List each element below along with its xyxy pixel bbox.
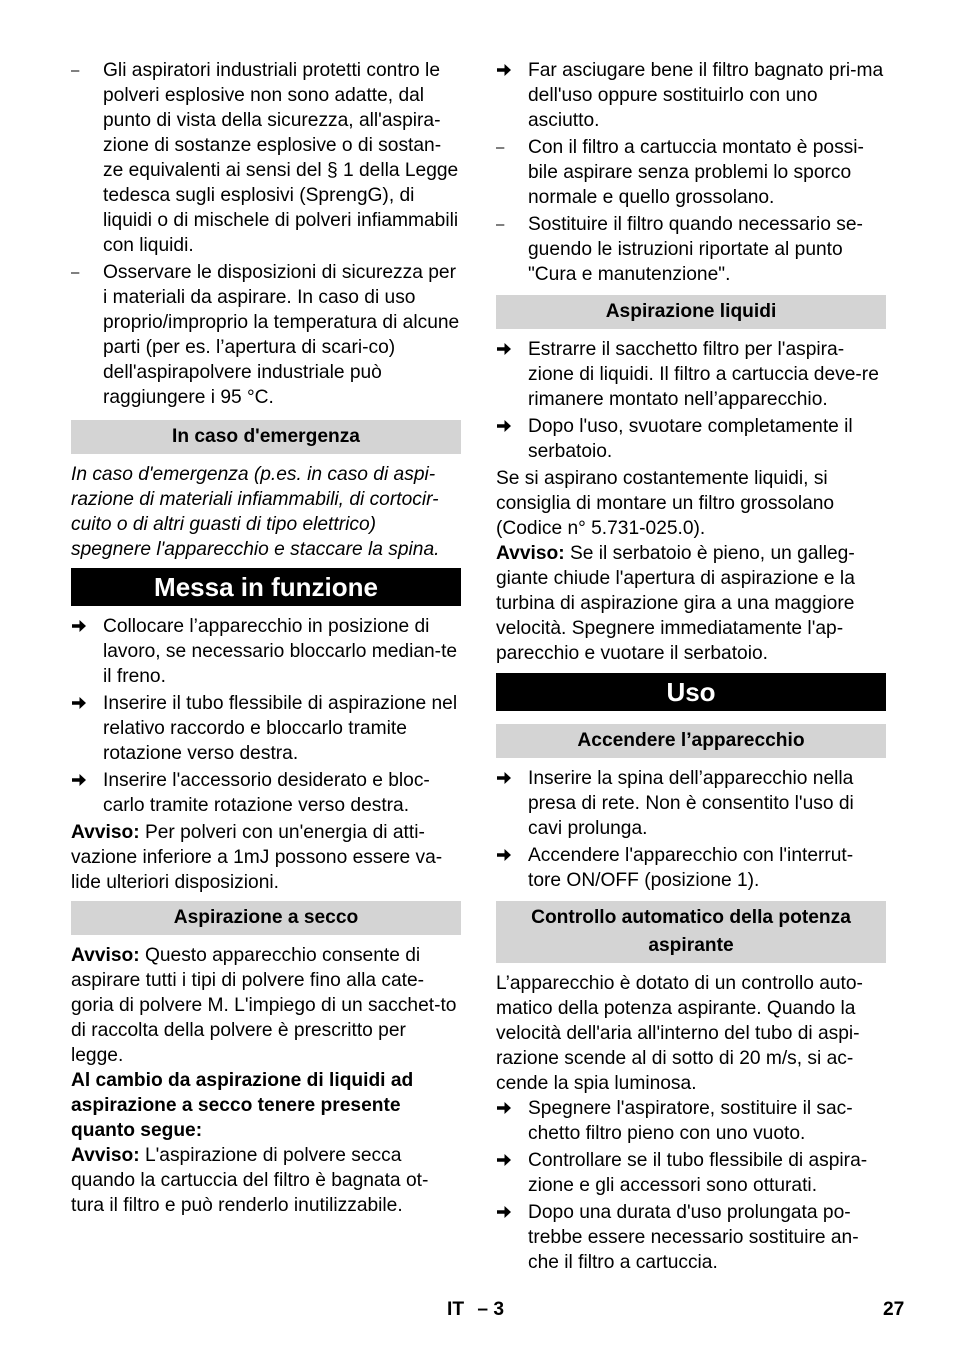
emergency-text: In caso d'emergenza (p.es. in caso di aspi-razione di materiali infiammabili, di cortocir-cuito o di altri guasti di tipo elettrico) spegnere l'apparecchio e staccare la spina.: [71, 464, 440, 560]
list-item: [496, 1096, 886, 1146]
section-heading-liquid: Aspirazione liquidi: [496, 295, 886, 329]
arrow-right-icon: [496, 843, 518, 868]
list-item: [496, 135, 886, 210]
footer-section-page: – 3: [477, 1299, 505, 1320]
list-item: [496, 58, 886, 133]
arrow-right-icon: [496, 414, 518, 439]
list-item: [496, 414, 886, 464]
section-heading-emergency: In caso d'emergenza: [71, 420, 461, 454]
arrow-right-icon: [496, 58, 518, 83]
list-item-text: Osservare le disposizioni di sicurezza per i materiali da aspirare. In caso di uso proprio/improprio la temperatura di alcune parti (per es. l’apertura di scari-co) dell'aspirapolvere industriale può raggiungere i 95 °C.: [103, 262, 460, 408]
list-item: [71, 691, 461, 766]
list-item-text: Spegnere l'aspiratore, sostituire il sac-chetto filtro pieno con uno vuoto.: [528, 1098, 853, 1144]
list-item: [496, 843, 886, 893]
list-item-text: Estrarre il sacchetto filtro per l'aspira-zione di liquidi. Il filtro a cartuccia deve-re rimanere montato nell’apparecchio.: [528, 339, 879, 410]
arrow-right-icon: [496, 1148, 518, 1173]
arrow-right-icon: [496, 1096, 518, 1121]
startup-note: [71, 820, 461, 895]
note-text: Se il serbatoio è pieno, un galleg-giante chiude l'apertura di aspirazione e la turbina di aspirazione gira a una maggiore velocità. Spegnere immediatamente l'ap-parecchio e vuotare il serbatoio.: [496, 543, 855, 664]
note-label: Avviso:: [71, 945, 140, 966]
list-item-text: Con il filtro a cartuccia montato è possi-bile aspirare senza problemi lo sporco normale e quello grossolano.: [528, 137, 864, 208]
liquid-note: [496, 541, 886, 666]
list-item-text: Controllare se il tubo flessibile di aspira-zione e gli accessori sono otturati.: [528, 1150, 868, 1196]
note-text: Questo apparecchio consente di aspirare tutti i tipi di polvere fino alla cate-goria di polvere M. L'impiego di un sacchet-to di raccolta della polvere è prescritto per legge.: [71, 945, 457, 1066]
list-item: [496, 212, 886, 287]
footer-section-label: [447, 1297, 504, 1322]
list-item: [71, 768, 461, 818]
arrow-right-icon: [496, 766, 518, 791]
list-item-text: Accendere l'apparecchio con l'interrut-tore ON/OFF (posizione 1).: [528, 845, 854, 891]
arrow-right-icon: [496, 337, 518, 362]
arrow-right-icon: [496, 1200, 518, 1225]
list-item-text: Collocare l’apparecchio in posizione di lavoro, se necessario bloccarlo median-te il freno.: [103, 616, 458, 687]
list-item-text: Dopo l'uso, svuotare completamente il serbatoio.: [528, 416, 853, 462]
section-heading-dry: Aspirazione a secco: [71, 901, 461, 935]
list-item: [71, 260, 461, 410]
right-column: [496, 58, 886, 1275]
list-item: [71, 58, 461, 258]
list-item: [496, 1148, 886, 1198]
list-item: [496, 766, 886, 841]
list-item-text: Inserire il tubo flessibile di aspirazione nel relativo raccordo e bloccarlo tramite rotazione verso destra.: [103, 693, 458, 764]
dash-marker: –: [496, 216, 505, 233]
section-heading-auto-control: Controllo automatico della potenza aspirante: [496, 901, 886, 963]
note-label: Avviso:: [496, 543, 565, 564]
list-item: [496, 1200, 886, 1275]
section-heading-switch-on: Accendere l’apparecchio: [496, 724, 886, 758]
list-item-text: Gli aspiratori industriali protetti contro le polveri esplosive non sono adatte, dal punto di vista della sicurezza, all'aspira-zione di sostanze esplosive o di sostan-ze equivalenti ai sensi del § 1 della Legge tedesca sugli esplosivi (SprengG), di liquidi o di mischele di polveri infiammabili con liquidi.: [103, 60, 459, 256]
list-item-text: Far asciugare bene il filtro bagnato pri-ma dell'uso oppure sostituirlo con uno asciutto.: [528, 60, 884, 131]
dry-bold-text: Al cambio da aspirazione di liquidi ad aspirazione a secco tenere presente quanto segue:: [71, 1070, 414, 1141]
arrow-right-icon: [71, 614, 93, 639]
dash-marker: –: [496, 139, 505, 156]
auto-control-text: L’apparecchio è dotato di un controllo auto-matico della potenza aspirante. Quando la velocità dell'aria all'interno del tubo di aspi-razione scende al di sotto di 20 m/s, si ac-cende la spia luminosa.: [496, 973, 863, 1094]
liquid-text: Se si aspirano costantemente liquidi, si consiglia di montare un filtro grossolano (Codice n° 5.731-025.0).: [496, 468, 835, 539]
list-item-text: Dopo una durata d'uso prolungata po-trebbe essere necessario sostituire an-che il filtro a cartuccia.: [528, 1202, 859, 1273]
list-item: [496, 337, 886, 412]
dash-marker: –: [71, 264, 80, 281]
note-text: Per polveri con un'energia di atti-vazione inferiore a 1mJ possono essere va-lide ulteriori disposizioni.: [71, 822, 443, 893]
page-number: 27: [883, 1299, 905, 1320]
list-item-text: Inserire l'accessorio desiderato e bloc-carlo tramite rotazione verso destra.: [103, 770, 430, 816]
note-text: L'aspirazione di polvere secca quando la cartuccia del filtro è bagnata ot-tura il filtro e può renderlo inutilizzabile.: [71, 1145, 429, 1216]
chapter-heading-startup: Messa in funzione: [71, 568, 461, 606]
footer-section: IT: [447, 1299, 465, 1320]
list-item-text: Sostituire il filtro quando necessario se-guendo le istruzioni riportate al punto "Cura e manutenzione".: [528, 214, 863, 285]
list-item: [71, 614, 461, 689]
list-item-text: Inserire la spina dell’apparecchio nella presa di rete. Non è consentito l'uso di cavi prolunga.: [528, 768, 854, 839]
dry-note-2: [71, 1143, 461, 1218]
arrow-right-icon: [71, 768, 93, 793]
arrow-right-icon: [71, 691, 93, 716]
chapter-heading-use: Uso: [496, 673, 886, 711]
note-label: Avviso:: [71, 822, 140, 843]
dash-marker: –: [71, 62, 80, 79]
left-column: [71, 58, 461, 1218]
note-label: Avviso:: [71, 1145, 140, 1166]
dry-note-1: [71, 943, 461, 1068]
